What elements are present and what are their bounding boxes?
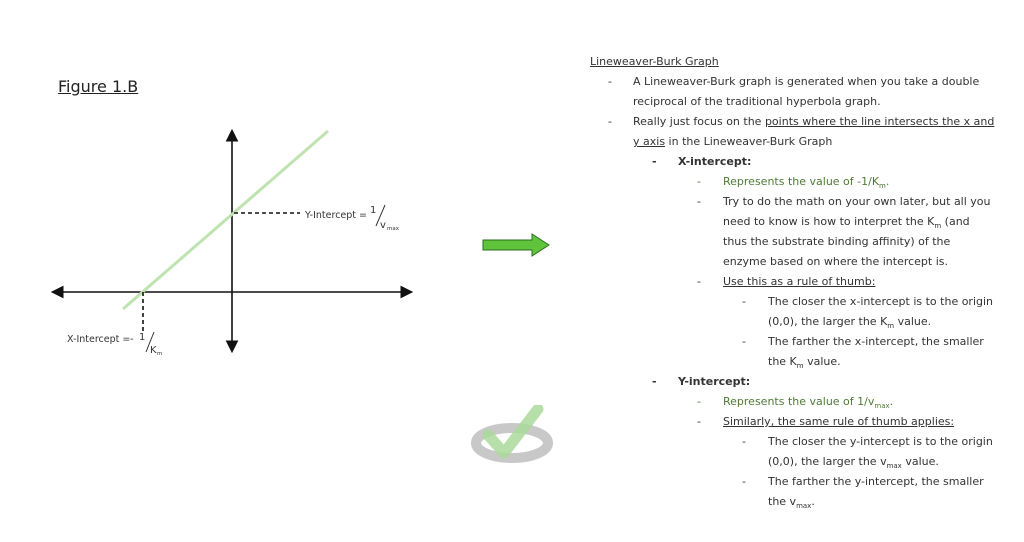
x-intercept-heading: X-intercept: <box>678 155 752 168</box>
x3a2-text: (0,0), the larger the K <box>768 315 888 328</box>
bullet-dash: - <box>652 375 657 388</box>
bullet-dash: - <box>742 295 746 308</box>
point-2a-emphasis: points where the line intersects the x and <box>764 115 995 128</box>
x-denominator: K <box>150 345 157 356</box>
y2-text: Similarly, the same rule of thumb applies: <box>723 415 955 428</box>
x3b2-post: value. <box>803 355 841 368</box>
plot-line <box>123 131 328 309</box>
figure-title: Figure 1.B <box>58 77 139 96</box>
bullet-dash: - <box>742 335 746 348</box>
point-2b-post: in the Lineweaver-Burk Graph <box>665 135 833 148</box>
y2b2-post: . <box>811 495 815 508</box>
notes-heading: Lineweaver-Burk Graph <box>590 55 719 68</box>
x3a2-sub: m <box>887 322 895 330</box>
y2a1-text: The closer the y-intercept is to the origin <box>768 435 993 448</box>
bullet-dash: - <box>697 175 701 188</box>
x-denominator-sub: m <box>157 351 163 357</box>
x2d-text: enzyme based on where the intercept is. <box>723 255 949 268</box>
x2b-sub: m <box>934 222 942 230</box>
y-denominator: v <box>380 220 386 231</box>
y1-text: Represents the value of 1/v <box>723 395 875 408</box>
bullet-dash: - <box>697 415 701 428</box>
notes-panel <box>560 52 1010 512</box>
x-minus: - <box>130 334 134 345</box>
x2c-text: thus the substrate binding affinity) of the <box>723 235 951 248</box>
bullet-dash: - <box>697 195 701 208</box>
x-intercept-label: X-Intercept = <box>67 334 131 345</box>
bullet-dash: - <box>697 395 701 408</box>
y-intercept-label: Y-Intercept = <box>305 210 367 221</box>
bullet-dash: - <box>652 155 657 168</box>
x3b2-sub: m <box>796 362 804 370</box>
y2b2-sub: max <box>796 502 812 510</box>
x2b-post: (and <box>941 215 970 228</box>
x3a2-post: value. <box>894 315 932 328</box>
bullet-dash: - <box>608 75 612 88</box>
y1-sub: max <box>874 402 890 410</box>
point-1a: A Lineweaver-Burk graph is generated when you take a double <box>633 75 980 88</box>
y2a2-sub: max <box>886 462 902 470</box>
bullet-dash: - <box>742 475 746 488</box>
checkmark-logo-icon <box>468 405 558 467</box>
y2b1-text: The farther the y-intercept, the smaller <box>768 475 984 488</box>
x-numerator: 1 <box>139 332 146 343</box>
y2a2-text: (0,0), the larger the v <box>768 455 887 468</box>
x1-sub: m <box>879 182 886 190</box>
point-2a-pre: Really just focus on the <box>633 115 765 128</box>
y2b2-text: the v <box>768 495 797 508</box>
x1-text: Represents the value of -1/K <box>723 175 880 188</box>
bullet-dash: - <box>697 275 701 288</box>
x3b2-text: the K <box>768 355 797 368</box>
y-numerator: 1 <box>370 205 377 216</box>
right-arrow-icon <box>482 232 552 258</box>
x3a1-text: The closer the x-intercept is to the origin <box>768 295 994 308</box>
lineweaver-burk-diagram <box>0 0 480 542</box>
bullet-dash: - <box>742 435 746 448</box>
bullet-dash: - <box>608 115 612 128</box>
point-1b: reciprocal of the traditional hyperbola graph. <box>633 95 881 108</box>
y2a2-post: value. <box>901 455 939 468</box>
x3b1-text: The farther the x-intercept, the smaller <box>768 335 984 348</box>
x2b-text: need to know is how to interpret the K <box>723 215 935 228</box>
y-intercept-heading: Y-intercept: <box>678 375 751 388</box>
x1-post: . <box>885 175 890 188</box>
x2a-text: Try to do the math on your own later, but all you <box>723 195 991 208</box>
x3-text: Use this as a rule of thumb: <box>723 275 876 288</box>
y-denominator-sub: max <box>387 226 399 232</box>
point-2b-emphasis: y axis <box>633 135 666 148</box>
y1-post: . <box>889 395 894 408</box>
